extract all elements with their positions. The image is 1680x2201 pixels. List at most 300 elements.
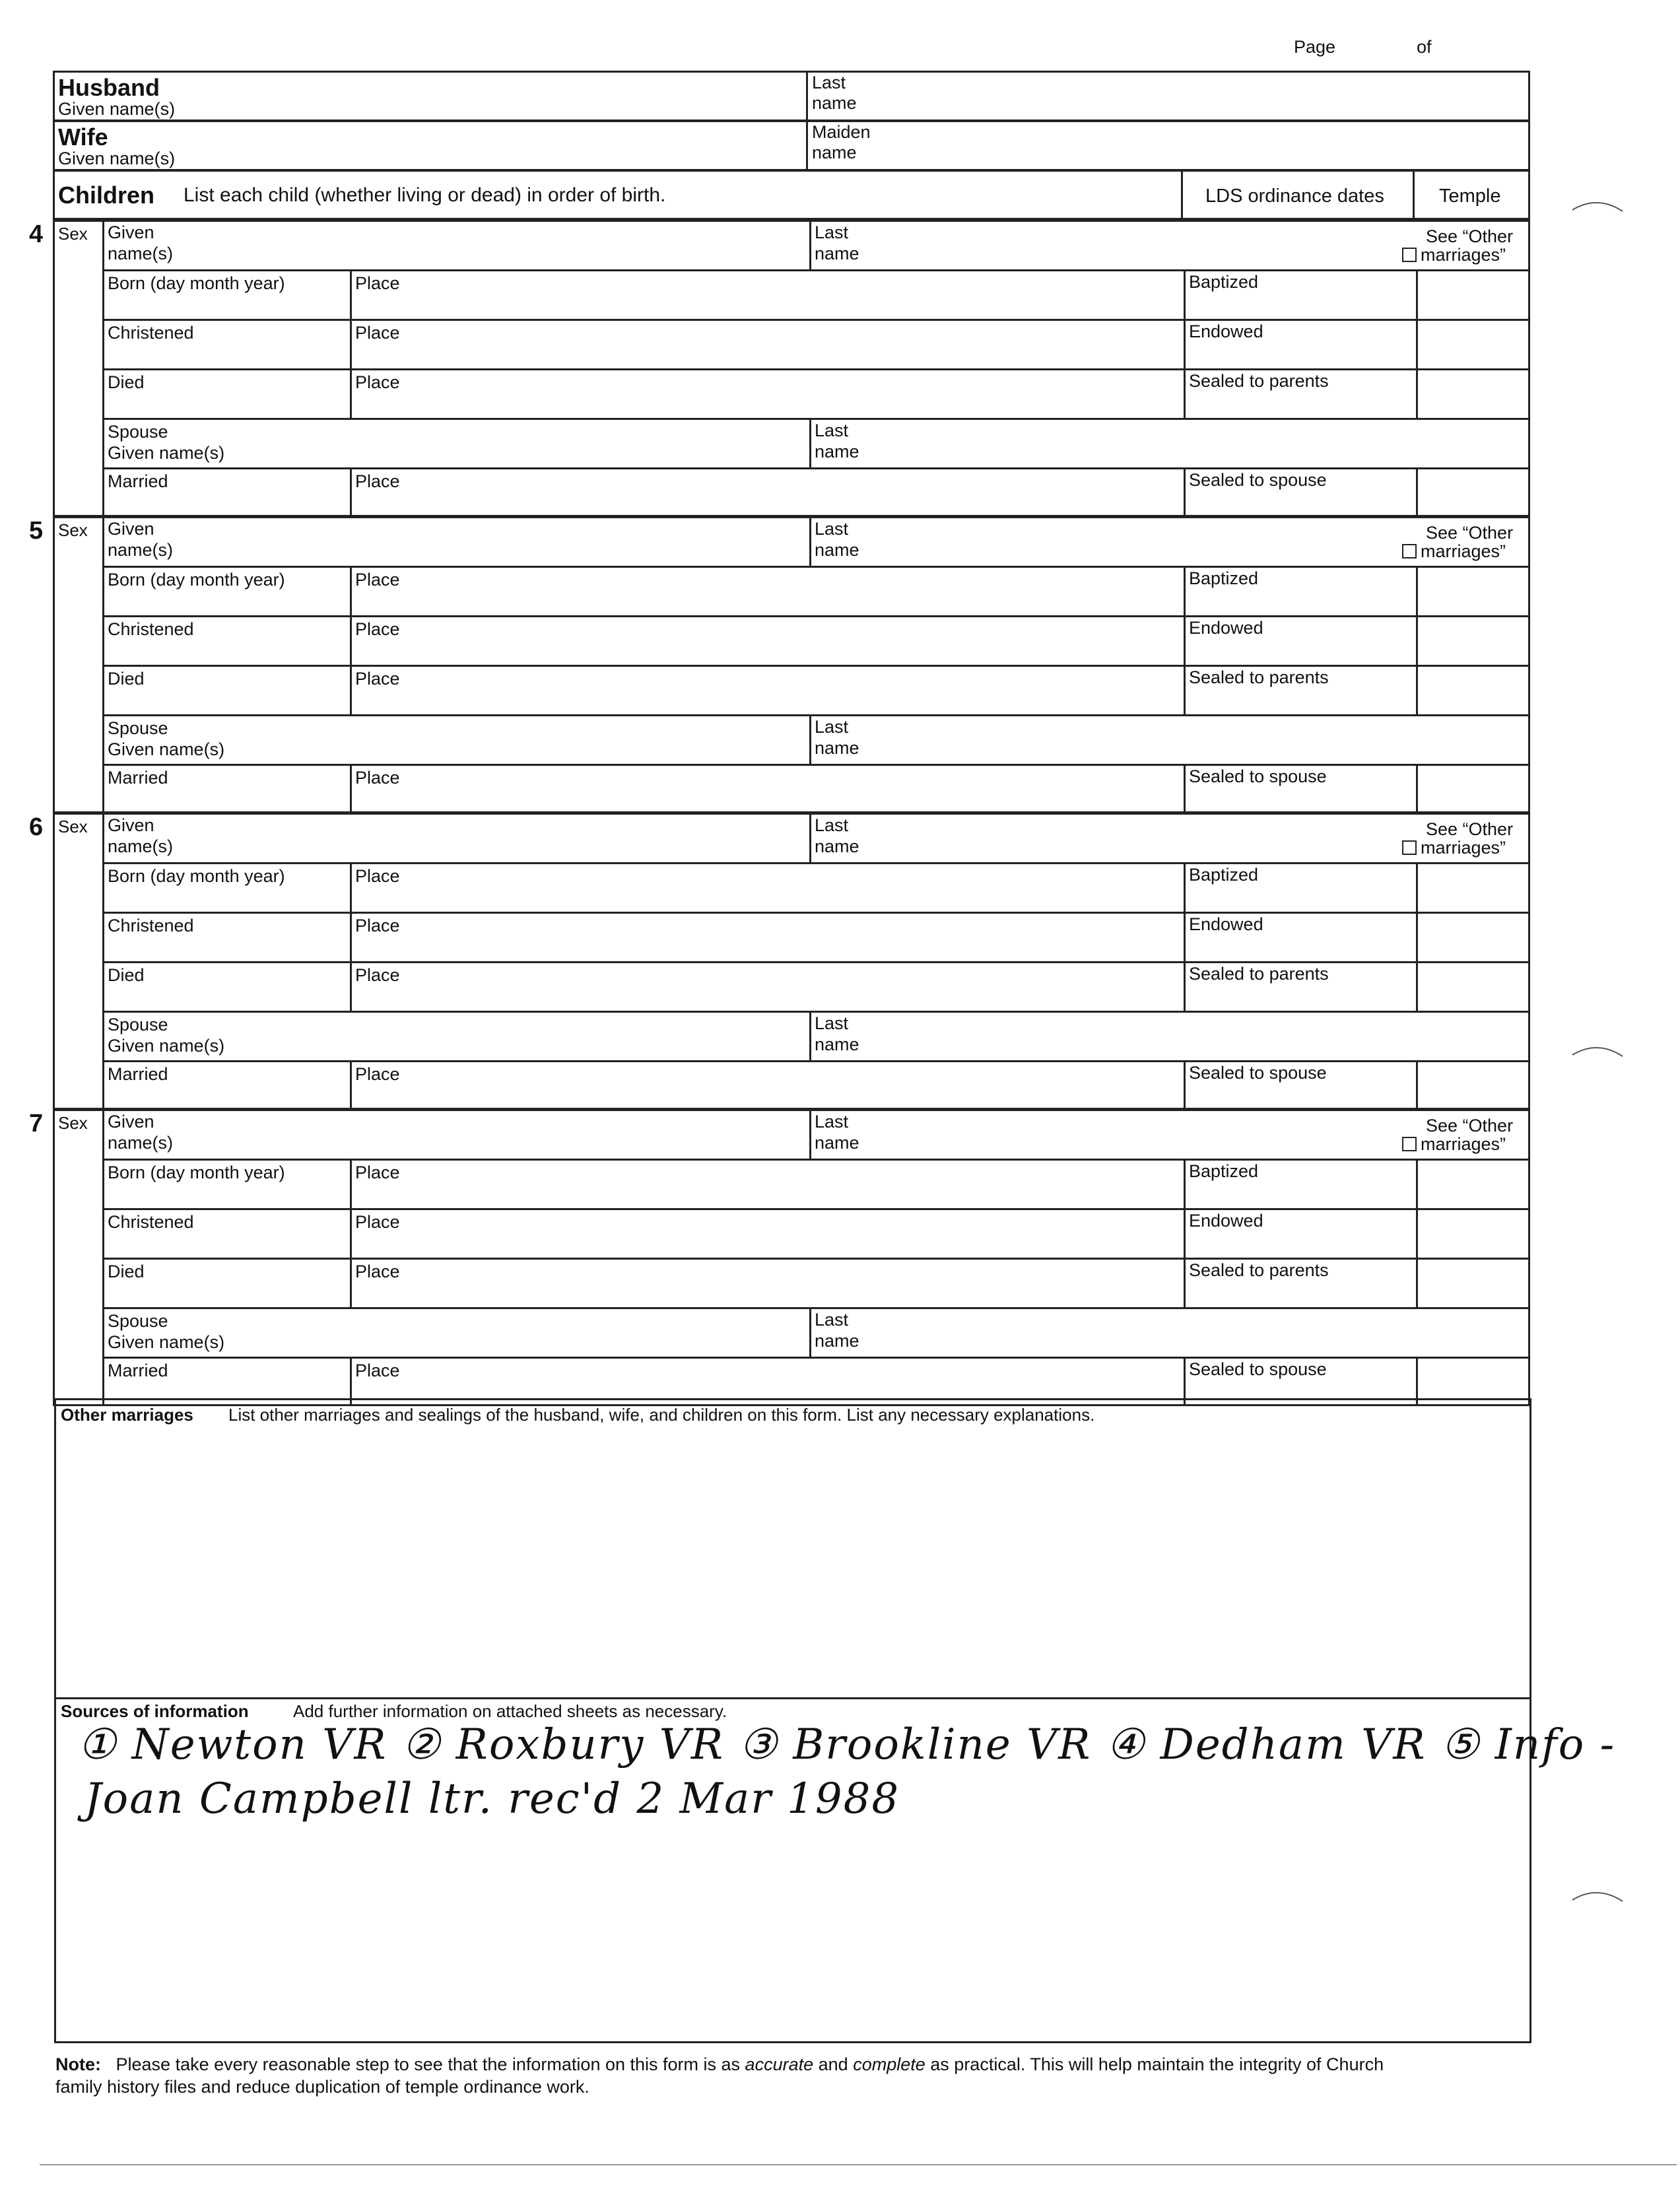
checkbox-icon[interactable] (1402, 840, 1417, 855)
checkbox-icon[interactable] (1402, 544, 1417, 559)
sealed-to-spouse-temple-field[interactable] (1419, 470, 1526, 514)
divider (102, 1258, 1530, 1260)
baptized-label: Baptized (1189, 568, 1259, 588)
divider (102, 1307, 1530, 1309)
divider (350, 912, 352, 961)
sex-field[interactable] (58, 246, 98, 266)
sex-field[interactable] (58, 543, 98, 562)
place-label: Place (355, 768, 400, 788)
sealed-to-spouse-temple-field[interactable] (1419, 1359, 1526, 1403)
divider (1416, 566, 1418, 615)
divider (809, 1011, 811, 1060)
baptized-label: Baptized (1189, 272, 1259, 292)
checkbox-icon[interactable] (1402, 1137, 1417, 1151)
place-label: Place (355, 965, 400, 985)
died-date-field[interactable] (105, 393, 346, 415)
married-place-field[interactable] (422, 473, 1177, 512)
endowed-date-field[interactable] (1186, 937, 1412, 958)
see-other-marriages-label: See “Other (1426, 226, 1514, 246)
child-number: 6 (29, 813, 44, 841)
note-and: and (818, 2054, 848, 2074)
spouse-last-label-2: name (815, 1034, 859, 1054)
divider (1184, 467, 1186, 517)
divider (1416, 319, 1418, 368)
divider (809, 1307, 811, 1357)
spouse-last-label: Last (815, 1013, 849, 1033)
temple-header: Temple (1439, 186, 1501, 207)
divider (1184, 1060, 1186, 1110)
spouse-last-label-2: name (815, 442, 859, 461)
born-place-field[interactable] (422, 275, 1177, 314)
divider (1416, 1258, 1418, 1307)
lds-ordinance-dates-header: LDS ordinance dates (1205, 186, 1384, 207)
born-date-field[interactable] (105, 591, 346, 612)
spouse-given-field[interactable] (248, 1312, 796, 1352)
divider (1184, 1159, 1186, 1208)
given-label-2: name(s) (108, 836, 174, 856)
binder-mark-icon (1571, 191, 1624, 218)
note-paragraph (55, 2053, 1534, 2098)
spouse-last-label-2: name (815, 738, 859, 758)
given-label-2: name(s) (108, 244, 174, 263)
sealed-to-parents-temple-field[interactable] (1419, 371, 1526, 415)
endowed-temple-field[interactable] (1419, 1211, 1526, 1254)
given-label: Given (108, 1112, 154, 1132)
endowed-temple-field[interactable] (1419, 914, 1526, 958)
baptized-temple-field[interactable] (1419, 865, 1526, 908)
divider (350, 862, 352, 912)
husband-last-field[interactable] (878, 79, 1518, 114)
note-complete: complete (853, 2054, 925, 2074)
born-place-field[interactable] (422, 571, 1177, 611)
divider (350, 566, 352, 615)
note-text-c: family history files and reduce duplication of temple ordinance work. (55, 2077, 589, 2097)
married-label: Married (108, 768, 168, 788)
husband-title: Husband (58, 74, 160, 101)
sealed-to-parents-temple-field[interactable] (1419, 964, 1526, 1007)
checkbox-icon[interactable] (1402, 248, 1417, 262)
binder-mark-icon (1571, 1036, 1624, 1063)
christened-label: Christened (108, 1212, 194, 1232)
place-label: Place (355, 916, 400, 935)
spouse-given-field[interactable] (248, 1016, 796, 1056)
children-title: Children (58, 182, 155, 209)
divider (809, 714, 811, 764)
divider (102, 269, 1530, 271)
place-label: Place (355, 1262, 400, 1281)
sealed-to-parents-label: Sealed to parents (1189, 964, 1329, 984)
place-label: Place (355, 866, 400, 886)
divider (102, 1357, 1530, 1359)
divider (1416, 368, 1418, 418)
divider (1416, 467, 1418, 517)
spouse-label: Spouse (108, 1311, 168, 1331)
sealed-to-spouse-label: Sealed to spouse (1189, 1359, 1327, 1379)
last-label: Last (815, 519, 849, 539)
married-place-field[interactable] (422, 1362, 1177, 1402)
sealed-to-spouse-date-field[interactable] (1186, 1085, 1412, 1106)
divider (102, 368, 1530, 370)
sealed-to-parents-label: Sealed to parents (1189, 1260, 1329, 1280)
sealed-to-spouse-label: Sealed to spouse (1189, 1063, 1327, 1083)
husband-last-label-1: Last (812, 73, 846, 92)
last-label-2: name (815, 836, 859, 856)
see-other-marriages-checkbox[interactable] (1402, 245, 1506, 265)
divider (1416, 665, 1418, 714)
last-label-2: name (815, 244, 859, 263)
place-label: Place (355, 1361, 400, 1380)
baptized-label: Baptized (1189, 1161, 1259, 1181)
died-date-field[interactable] (105, 690, 346, 711)
endowed-temple-field[interactable] (1419, 618, 1526, 661)
christened-place-field[interactable] (422, 324, 1177, 364)
christened-date-field[interactable] (105, 937, 346, 958)
spouse-given-label: Given name(s) (108, 1036, 225, 1056)
divider (350, 269, 352, 319)
endowed-label: Endowed (1189, 1211, 1263, 1231)
see-other-marriages-label: See “Other (1426, 819, 1514, 839)
divider (809, 1109, 811, 1159)
divider (102, 961, 1530, 963)
christened-label: Christened (108, 323, 194, 343)
sex-label: Sex (58, 224, 88, 244)
place-label: Place (355, 570, 400, 590)
other-marriages-instruction: List other marriages and sealings of the husband, wife, and children on this form. List any necessary explanations. (228, 1405, 1095, 1425)
divider (1184, 912, 1186, 961)
last-label: Last (815, 1112, 849, 1132)
divider (1184, 961, 1186, 1011)
divider (102, 764, 1530, 766)
note-label: Note: (55, 2054, 101, 2074)
spouse-last-field[interactable] (875, 720, 1517, 759)
given-label: Given (108, 222, 154, 242)
place-label: Place (355, 619, 400, 639)
born-place-field[interactable] (422, 867, 1177, 907)
see-other-marriages-label-2: marriages” (1421, 541, 1506, 561)
spouse-last-field[interactable] (875, 1312, 1517, 1352)
divider (350, 764, 352, 813)
child-last-field[interactable] (875, 819, 1373, 856)
sealed-to-parents-date-field[interactable] (1186, 393, 1412, 415)
last-label-2: name (815, 540, 859, 560)
wife-given-field[interactable] (238, 129, 792, 163)
divider (350, 319, 352, 368)
married-date-field[interactable] (105, 789, 346, 810)
sealed-to-parents-temple-field[interactable] (1419, 1260, 1526, 1304)
baptized-label: Baptized (1189, 865, 1259, 885)
died-label: Died (108, 372, 145, 392)
divider (806, 71, 808, 121)
divider (102, 1060, 1530, 1062)
divider (102, 615, 1530, 617)
spouse-given-field[interactable] (248, 720, 796, 759)
child-number: 7 (29, 1110, 44, 1137)
see-other-marriages-label-2: marriages” (1421, 1134, 1506, 1154)
divider (1416, 961, 1418, 1011)
divider (809, 220, 811, 269)
given-label-2: name(s) (108, 540, 174, 560)
christened-place-field[interactable] (422, 1213, 1177, 1253)
sex-field[interactable] (58, 1135, 98, 1155)
endowed-date-field[interactable] (1186, 1233, 1412, 1254)
christened-place-field[interactable] (422, 621, 1177, 660)
child-last-field[interactable] (875, 226, 1373, 263)
born-date-field[interactable] (105, 1184, 346, 1205)
husband-given-field[interactable] (238, 79, 792, 114)
spouse-given-label: Given name(s) (108, 1332, 225, 1352)
sources-handwritten-line-2: Joan Campbell ltr. rec'd 2 Mar 1988 (84, 1775, 900, 1823)
see-other-marriages-checkbox[interactable] (1402, 541, 1506, 561)
place-label: Place (355, 669, 400, 689)
spouse-given-field[interactable] (248, 423, 796, 463)
divider (1416, 1208, 1418, 1258)
sealed-to-parents-date-field[interactable] (1186, 1283, 1412, 1304)
divider (102, 319, 1530, 321)
sex-field[interactable] (58, 839, 98, 859)
born-label: Born (day month year) (108, 1163, 285, 1182)
other-marriages-title: Other marriages (61, 1405, 193, 1425)
died-place-field[interactable] (422, 374, 1177, 413)
endowed-label: Endowed (1189, 618, 1263, 638)
divider (1416, 615, 1418, 665)
divider (350, 961, 352, 1011)
given-label: Given (108, 815, 154, 835)
spouse-last-label: Last (815, 1310, 849, 1330)
divider (350, 1060, 352, 1110)
place-label: Place (355, 1064, 400, 1084)
baptized-temple-field[interactable] (1419, 1161, 1526, 1205)
divider (1184, 566, 1186, 615)
sources-instruction: Add further information on attached sheets as necessary. (293, 1701, 727, 1721)
married-date-field[interactable] (105, 1085, 346, 1106)
sealed-to-spouse-temple-field[interactable] (1419, 1063, 1526, 1106)
place-label: Place (355, 372, 400, 392)
sealed-to-spouse-temple-field[interactable] (1419, 766, 1526, 810)
place-label: Place (355, 1163, 400, 1182)
married-place-field[interactable] (422, 1066, 1177, 1105)
baptized-temple-field[interactable] (1419, 568, 1526, 612)
born-label: Born (day month year) (108, 570, 285, 590)
divider (1413, 170, 1415, 220)
sex-label: Sex (58, 817, 88, 836)
died-label: Died (108, 669, 145, 689)
divider (1416, 269, 1418, 319)
married-label: Married (108, 1361, 168, 1380)
divider (809, 516, 811, 566)
bottom-rule (40, 2164, 1677, 2165)
spouse-label: Spouse (108, 422, 168, 442)
page-label: Page (1294, 37, 1336, 57)
divider (1184, 368, 1186, 418)
married-label: Married (108, 471, 168, 491)
christened-date-field[interactable] (105, 344, 346, 365)
divider (102, 912, 1530, 914)
divider (1184, 764, 1186, 813)
divider (102, 1159, 1530, 1161)
spouse-last-label-2: name (815, 1331, 859, 1351)
child-number: 5 (29, 517, 44, 545)
last-label: Last (815, 222, 849, 242)
divider (102, 418, 1530, 420)
child-last-field[interactable] (875, 1116, 1373, 1153)
divider (102, 1011, 1530, 1013)
husband-given-label: Given name(s) (58, 99, 176, 119)
died-place-field[interactable] (422, 966, 1177, 1006)
divider (350, 1208, 352, 1258)
endowed-date-field[interactable] (1186, 344, 1412, 365)
born-place-field[interactable] (422, 1164, 1177, 1203)
divider (1184, 319, 1186, 368)
divider (102, 566, 1530, 568)
christened-label: Christened (108, 916, 194, 935)
spouse-label: Spouse (108, 718, 168, 738)
see-other-marriages-label-2: marriages” (1421, 245, 1506, 265)
sources-handwritten-line-1: ① Newton VR ② Roxbury VR ③ Brookline VR ④ Dedham VR ⑤ Info - (78, 1720, 1616, 1769)
endowed-date-field[interactable] (1186, 640, 1412, 661)
divider (809, 813, 811, 862)
sealed-to-spouse-label: Sealed to spouse (1189, 766, 1327, 786)
divider (1184, 269, 1186, 319)
spouse-last-label: Last (815, 421, 849, 440)
divider (1184, 862, 1186, 912)
endowed-temple-field[interactable] (1419, 322, 1526, 365)
christened-date-field[interactable] (105, 1233, 346, 1254)
married-label: Married (108, 1064, 168, 1084)
divider (1184, 615, 1186, 665)
wife-maiden-label-1: Maiden (812, 122, 871, 142)
last-label: Last (815, 815, 849, 835)
endowed-label: Endowed (1189, 914, 1263, 934)
baptized-date-field[interactable] (1186, 591, 1412, 612)
spouse-last-field[interactable] (875, 423, 1517, 463)
see-other-marriages-label: See “Other (1426, 523, 1514, 543)
divider (102, 1208, 1530, 1210)
divider (1416, 912, 1418, 961)
spouse-given-label: Given name(s) (108, 739, 225, 759)
married-place-field[interactable] (422, 769, 1177, 809)
sealed-to-spouse-label: Sealed to spouse (1189, 470, 1327, 490)
see-other-marriages-label-2: marriages” (1421, 838, 1506, 858)
divider (102, 467, 1530, 469)
other-marriages-box[interactable] (54, 1398, 1531, 1699)
wife-title: Wife (58, 123, 108, 151)
of-label: of (1417, 37, 1432, 57)
divider (1416, 764, 1418, 813)
note-text-b: as practical. This will help maintain the integrity of Church (930, 2054, 1384, 2074)
spouse-last-field[interactable] (875, 1016, 1517, 1056)
given-label: Given (108, 519, 154, 539)
child-given-field[interactable] (195, 226, 796, 263)
born-label: Born (day month year) (108, 866, 285, 886)
divider (1184, 665, 1186, 714)
sealed-to-parents-temple-field[interactable] (1419, 667, 1526, 711)
baptized-temple-field[interactable] (1419, 272, 1526, 316)
sex-label: Sex (58, 1113, 88, 1133)
child-number: 4 (29, 220, 44, 248)
spouse-label: Spouse (108, 1015, 168, 1034)
binder-mark-icon (1571, 1881, 1624, 1908)
wife-maiden-field[interactable] (878, 129, 1518, 163)
note-text-a: Please take every reasonable step to see that the information on this form is as (116, 2054, 741, 2074)
sealed-to-parents-label: Sealed to parents (1189, 371, 1329, 391)
baptized-date-field[interactable] (1186, 1184, 1412, 1205)
died-date-field[interactable] (105, 986, 346, 1007)
divider (350, 615, 352, 665)
baptized-date-field[interactable] (1186, 887, 1412, 908)
died-label: Died (108, 1262, 145, 1281)
endowed-label: Endowed (1189, 322, 1263, 341)
spouse-last-label: Last (815, 717, 849, 737)
divider (350, 368, 352, 418)
born-label: Born (day month year) (108, 273, 285, 293)
born-date-field[interactable] (105, 887, 346, 908)
see-other-marriages-label: See “Other (1426, 1116, 1514, 1135)
place-label: Place (355, 273, 400, 293)
divider (1184, 1258, 1186, 1307)
died-place-field[interactable] (422, 670, 1177, 710)
sealed-to-spouse-date-field[interactable] (1186, 789, 1412, 810)
wife-given-label: Given name(s) (58, 149, 176, 168)
divider (1416, 1060, 1418, 1110)
divider (350, 467, 352, 517)
married-date-field[interactable] (105, 492, 346, 514)
died-label: Died (108, 965, 145, 985)
note-accurate: accurate (745, 2054, 814, 2074)
died-date-field[interactable] (105, 1283, 346, 1304)
divider (350, 665, 352, 714)
died-place-field[interactable] (422, 1263, 1177, 1303)
divider (1416, 862, 1418, 912)
sources-title: Sources of information (61, 1701, 249, 1721)
born-date-field[interactable] (105, 294, 346, 316)
divider (102, 714, 1530, 716)
child-given-field[interactable] (195, 819, 796, 856)
child-last-field[interactable] (875, 523, 1373, 560)
place-label: Place (355, 471, 400, 491)
last-label-2: name (815, 1133, 859, 1153)
husband-last-label-2: name (812, 93, 857, 113)
sex-label: Sex (58, 520, 88, 540)
christened-place-field[interactable] (422, 917, 1177, 957)
christened-date-field[interactable] (105, 640, 346, 661)
wife-maiden-label-2: name (812, 143, 857, 162)
see-other-marriages-checkbox[interactable] (1402, 1134, 1506, 1154)
divider (102, 665, 1530, 667)
divider (102, 862, 1530, 864)
sealed-to-spouse-date-field[interactable] (1186, 492, 1412, 514)
sealed-to-parents-date-field[interactable] (1186, 986, 1412, 1007)
children-instruction: List each child (whether living or dead) in order of birth. (184, 184, 666, 206)
divider (350, 1258, 352, 1307)
given-label-2: name(s) (108, 1133, 174, 1153)
divider (350, 1159, 352, 1208)
divider (1184, 1208, 1186, 1258)
see-other-marriages-checkbox[interactable] (1402, 838, 1506, 858)
christened-label: Christened (108, 619, 194, 639)
baptized-date-field[interactable] (1186, 294, 1412, 316)
child-given-field[interactable] (195, 523, 796, 560)
divider (1181, 170, 1183, 220)
divider (806, 120, 808, 171)
child-given-field[interactable] (195, 1116, 796, 1153)
sealed-to-parents-label: Sealed to parents (1189, 667, 1329, 687)
sealed-to-parents-date-field[interactable] (1186, 690, 1412, 711)
divider (809, 418, 811, 467)
divider (1416, 1159, 1418, 1208)
spouse-given-label: Given name(s) (108, 443, 225, 463)
place-label: Place (355, 1212, 400, 1232)
place-label: Place (355, 323, 400, 343)
